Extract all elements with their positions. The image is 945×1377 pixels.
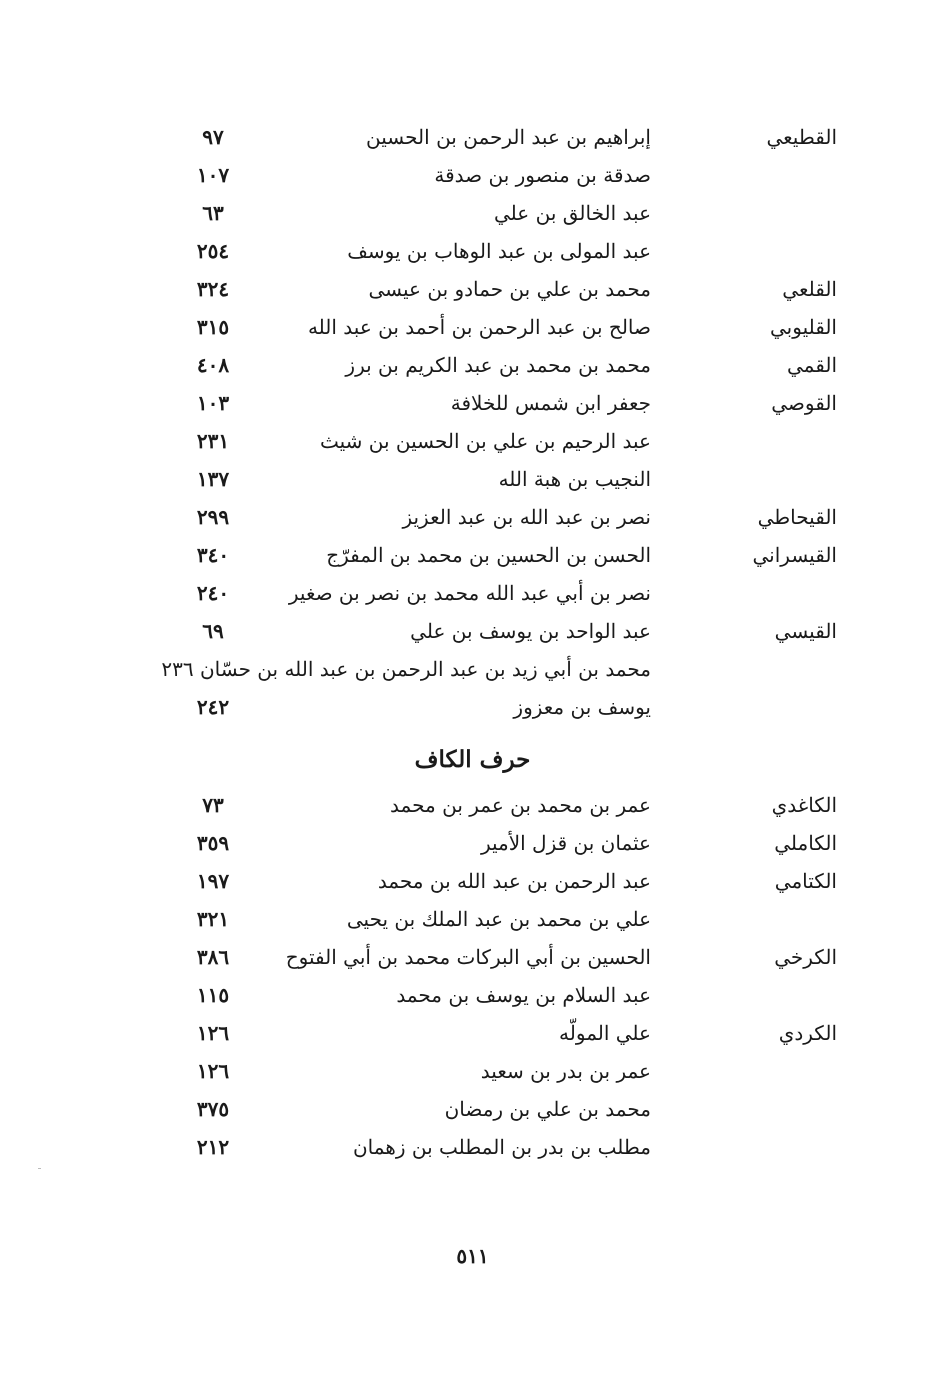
nisba-label: الكتامي	[774, 869, 837, 893]
nisba-label: الكاغدي	[771, 793, 837, 817]
page-ref: ٣٧٥	[196, 1097, 230, 1121]
person-name: عبد السلام بن يوسف بن محمد	[396, 983, 651, 1007]
nisba-label: القيسراني	[752, 543, 837, 567]
person-name: عبد الواحد بن يوسف بن علي	[410, 619, 651, 643]
index-row	[0, 824, 945, 862]
person-name: عبد الرحمن بن عبد الله بن محمد	[377, 869, 651, 893]
index-row	[0, 938, 945, 976]
nisba-label: الكردي	[778, 1021, 837, 1045]
index-row	[0, 498, 945, 536]
person-name: عبد المولى بن عبد الوهاب بن يوسف	[347, 239, 651, 263]
person-name: محمد بن محمد بن عبد الكريم بن برز	[345, 353, 651, 377]
index-row	[0, 118, 945, 156]
page-number: ٥١١	[456, 1244, 489, 1268]
index-row	[0, 1090, 945, 1128]
index-row	[0, 346, 945, 384]
index-row	[0, 1128, 945, 1166]
index-row	[0, 574, 945, 612]
page-ref: ١٩٧	[196, 869, 230, 893]
index-row	[0, 786, 945, 824]
person-name: نصر بن عبد الله بن عبد العزيز	[402, 505, 651, 529]
section-heading: حرف الكاف	[414, 746, 531, 773]
person-name: صدقة بن منصور بن صدقة	[434, 163, 651, 187]
page-ref: ٢٣١	[196, 429, 230, 453]
nisba-label: القيحاطي	[757, 505, 837, 529]
person-name: صالح بن عبد الرحمن بن أحمد بن عبد الله	[307, 315, 651, 339]
page-ref: ٤٠٨	[196, 353, 230, 377]
page-ref: ٢٤٠	[196, 581, 230, 605]
page-ref: ٧٣	[202, 793, 224, 817]
nisba-label: الكاملي	[774, 831, 837, 855]
index-row	[0, 194, 945, 232]
person-name: جعفر ابن شمس للخلافة	[450, 391, 651, 415]
page-ref: ١١٥	[196, 983, 230, 1007]
index-row	[0, 460, 945, 498]
person-name: إبراهيم بن عبد الرحمن بن الحسين	[366, 125, 651, 149]
index-row	[0, 862, 945, 900]
page-ref: ٢٥٤	[196, 239, 230, 263]
page-ref: ١٢٦	[196, 1059, 230, 1083]
index-row	[0, 422, 945, 460]
person-name: عبد الخالق بن علي	[494, 201, 651, 225]
nisba-label: القطيعي	[766, 125, 837, 149]
person-name-with-page: محمد بن أبي زيد بن عبد الرحمن بن عبد الله بن حسّان ٢٣٦	[161, 657, 651, 681]
index-row	[0, 156, 945, 194]
page-ref: ٦٩	[202, 619, 224, 643]
person-name: مطلب بن بدر بن المطلب بن زهمان	[352, 1135, 651, 1159]
index-row	[0, 976, 945, 1014]
page-ref: ٢٩٩	[196, 505, 230, 529]
page-ref: ٩٧	[202, 125, 224, 149]
person-name: عبد الرحيم بن علي بن الحسين بن شيث	[319, 429, 651, 453]
page-ref: ١٣٧	[196, 467, 230, 491]
page-ref: ٣٨٦	[196, 945, 230, 969]
person-name: علي بن محمد بن عبد الملك بن يحيى	[346, 907, 651, 931]
nisba-label: القيسي	[774, 619, 837, 643]
nisba-label: القليوبي	[770, 315, 837, 339]
page-ref: ١٠٣	[196, 391, 230, 415]
index-row	[0, 1014, 945, 1052]
person-name: محمد بن علي بن حمادو بن عيسى	[368, 277, 651, 301]
index-row	[0, 232, 945, 270]
index-row	[0, 384, 945, 422]
page-ref: ١٢٦	[196, 1021, 230, 1045]
person-name: يوسف بن معزوز	[513, 695, 651, 719]
page-ref: ٢١٢	[196, 1135, 230, 1159]
person-name: محمد بن علي بن رمضان	[444, 1097, 651, 1121]
person-name: النجيب بن هبة الله	[498, 467, 651, 491]
nisba-label: القلعي	[782, 277, 837, 301]
person-name: الحسن بن الحسين بن محمد بن المفرّج	[326, 543, 651, 567]
person-name: الحسين بن أبي البركات محمد بن أبي الفتوح	[285, 945, 651, 969]
nisba-label: الكرخي	[774, 945, 837, 969]
index-row	[0, 536, 945, 574]
scan-mark	[38, 1168, 41, 1169]
page-ref: ٣١٥	[196, 315, 230, 339]
person-name: عثمان بن قزل الأمير	[480, 831, 651, 855]
index-row	[0, 900, 945, 938]
page-ref: ١٠٧	[196, 163, 230, 187]
person-name: نصر بن أبي عبد الله محمد بن نصر بن صغير	[288, 581, 651, 605]
page-ref: ٣٢٤	[196, 277, 230, 301]
index-row	[0, 612, 945, 650]
page-ref: ٣٢١	[196, 907, 230, 931]
nisba-label: القمي	[787, 353, 837, 377]
index-row-long	[0, 650, 945, 688]
page-ref: ٣٤٠	[196, 543, 230, 567]
person-name: عمر بن بدر بن سعيد	[480, 1059, 651, 1083]
index-row	[0, 308, 945, 346]
page-ref: ٢٤٢	[196, 695, 230, 719]
index-row	[0, 1052, 945, 1090]
page-ref: ٦٣	[202, 201, 224, 225]
person-name: عمر بن محمد بن عمر بن محمد	[390, 793, 651, 817]
page-ref: ٣٥٩	[196, 831, 230, 855]
nisba-label: القوصي	[771, 391, 837, 415]
index-row	[0, 270, 945, 308]
index-row	[0, 688, 945, 726]
person-name: علي المولّه	[559, 1021, 651, 1045]
